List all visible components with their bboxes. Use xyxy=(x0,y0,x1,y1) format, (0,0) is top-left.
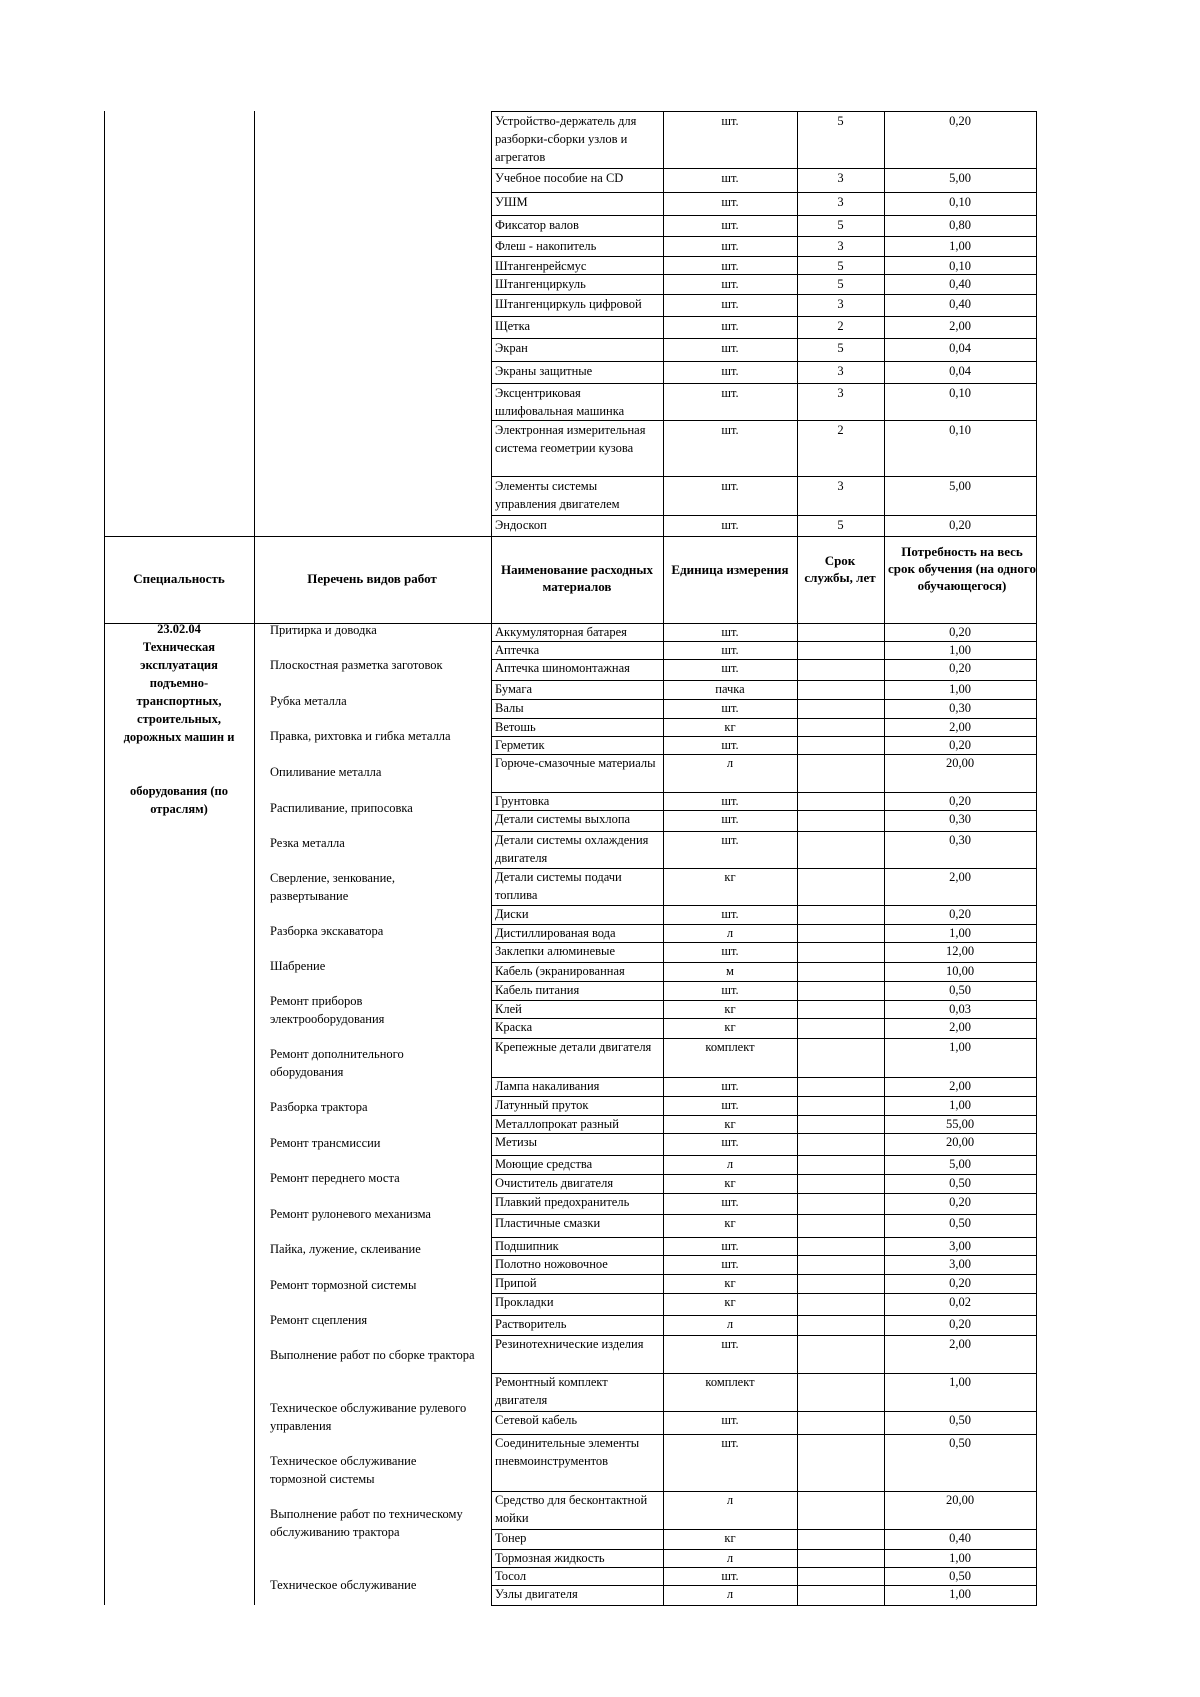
material-need: 0,10 xyxy=(949,423,971,437)
material-name: Эксцентриковая шлифовальная машинка xyxy=(495,386,625,418)
work-item: Распиливание, припосовка xyxy=(270,801,413,815)
material-need: 0,50 xyxy=(949,983,971,997)
material-unit: шт. xyxy=(721,364,739,378)
material-name: Латунный пруток xyxy=(495,1098,589,1112)
material-need: 1,00 xyxy=(949,1040,971,1054)
material-unit: м xyxy=(726,964,734,978)
material-need: 0,02 xyxy=(949,1295,971,1309)
material-name: Горюче-смазочные материалы xyxy=(495,756,656,770)
work-item: Сверление, зенкование, развертывание xyxy=(270,871,395,903)
material-name: Полотно ножовочное xyxy=(495,1257,608,1271)
table-rule xyxy=(254,111,255,1605)
material-name: Элементы системы управления двигателем xyxy=(495,479,620,511)
table-rule xyxy=(491,1605,1036,1606)
material-unit: шт. xyxy=(721,518,739,532)
material-need: 0,20 xyxy=(949,661,971,675)
material-service-life: 3 xyxy=(837,195,844,209)
material-unit: шт. xyxy=(721,1239,739,1253)
work-item: Техническое обслуживание xyxy=(270,1578,417,1592)
material-need: 0,04 xyxy=(949,364,971,378)
header-specialty: Специальность xyxy=(133,571,225,586)
material-name: Соединительные элементы пневмоинструментов xyxy=(495,1436,640,1468)
material-unit: шт. xyxy=(721,1337,739,1351)
material-service-life: 5 xyxy=(837,277,844,291)
material-unit: шт. xyxy=(721,1135,739,1149)
material-need: 1,00 xyxy=(949,1375,971,1389)
material-name: Аптечка шиномонтажная xyxy=(495,661,630,675)
material-name: Ветошь xyxy=(495,720,536,734)
material-unit: шт. xyxy=(721,423,739,437)
material-unit: шт. xyxy=(721,1098,739,1112)
material-unit: л xyxy=(726,1317,734,1331)
work-item: Шабрение xyxy=(270,959,326,973)
material-need: 0,40 xyxy=(949,1531,971,1545)
material-name: Устройство-держатель для разборки-сборки узлов и агрегатов xyxy=(495,114,637,164)
material-unit: кг xyxy=(724,1002,736,1016)
material-need: 0,20 xyxy=(949,907,971,921)
material-unit: шт. xyxy=(721,1569,739,1583)
material-name: Учебное пособие на CD xyxy=(495,171,624,185)
material-service-life: 3 xyxy=(837,479,844,493)
material-unit: кг xyxy=(724,1216,736,1230)
material-unit: л xyxy=(726,1157,734,1171)
work-item: Ремонт приборов электрооборудования xyxy=(270,994,385,1026)
material-unit: шт. xyxy=(721,738,739,752)
material-need: 1,00 xyxy=(949,926,971,940)
material-name: Узлы двигателя xyxy=(495,1587,578,1601)
material-unit: шт. xyxy=(721,479,739,493)
material-unit: шт. xyxy=(721,833,739,847)
material-name: Штангенциркуль цифровой xyxy=(495,297,642,311)
material-name: Пластичные смазки xyxy=(495,1216,601,1230)
material-name: Экраны защитные xyxy=(495,364,593,378)
work-item: Притирка и доводка xyxy=(270,623,377,637)
work-item: Техническое обслуживание тормозной системы xyxy=(270,1454,417,1486)
material-unit: шт. xyxy=(721,341,739,355)
material-unit: шт. xyxy=(721,701,739,715)
work-item: Ремонт трансмиссии xyxy=(270,1136,381,1150)
work-item: Опиливание металла xyxy=(270,765,382,779)
material-unit: пачка xyxy=(715,682,745,696)
material-unit: комплект xyxy=(705,1375,755,1389)
material-need: 0,30 xyxy=(949,701,971,715)
table-rule xyxy=(104,536,1036,537)
material-name: Грунтовка xyxy=(495,794,550,808)
material-need: 0,20 xyxy=(949,1195,971,1209)
material-name: Бумага xyxy=(495,682,532,696)
material-name: Тонер xyxy=(495,1531,527,1545)
material-need: 0,50 xyxy=(949,1216,971,1230)
material-unit: кг xyxy=(724,1531,736,1545)
material-name: Подшипник xyxy=(495,1239,559,1253)
work-item: Выполнение работ по сборке трактора xyxy=(270,1348,475,1362)
material-unit: шт. xyxy=(721,239,739,253)
work-item: Техническое обслуживание рулевого управления xyxy=(270,1401,467,1433)
material-unit: шт. xyxy=(721,218,739,232)
material-need: 0,10 xyxy=(949,259,971,273)
material-need: 2,00 xyxy=(949,1079,971,1093)
material-unit: л xyxy=(726,926,734,940)
work-item: Ремонт рулоневого механизма xyxy=(270,1207,431,1221)
material-unit: шт. xyxy=(721,1195,739,1209)
material-service-life: 2 xyxy=(837,423,844,437)
material-need: 0,04 xyxy=(949,341,971,355)
material-need: 0,50 xyxy=(949,1569,971,1583)
work-item: Выполнение работ по техническому обслуживанию трактора xyxy=(270,1507,463,1539)
material-service-life: 5 xyxy=(837,518,844,532)
header-service-life: Срок службы, лет xyxy=(804,553,876,585)
table-rule xyxy=(104,111,105,1605)
material-name: Клей xyxy=(495,1002,522,1016)
material-name: Детали системы охлаждения двигателя xyxy=(495,833,649,865)
material-unit: шт. xyxy=(721,812,739,826)
material-name: Щетка xyxy=(495,319,531,333)
material-service-life: 3 xyxy=(837,364,844,378)
material-name: Заклепки алюминевые xyxy=(495,944,616,958)
material-name: Валы xyxy=(495,701,524,715)
work-item: Правка, рихтовка и гибка металла xyxy=(270,729,451,743)
work-item: Рубка металла xyxy=(270,694,347,708)
material-need: 0,50 xyxy=(949,1436,971,1450)
material-service-life: 3 xyxy=(837,171,844,185)
material-need: 0,20 xyxy=(949,794,971,808)
material-unit: шт. xyxy=(721,1413,739,1427)
material-need: 0,03 xyxy=(949,1002,971,1016)
material-need: 0,10 xyxy=(949,195,971,209)
material-name: Припой xyxy=(495,1276,537,1290)
specialty-code: 23.02.04 xyxy=(157,622,201,636)
material-name: Метизы xyxy=(495,1135,537,1149)
material-unit: шт. xyxy=(721,1079,739,1093)
material-need: 2,00 xyxy=(949,1337,971,1351)
material-need: 1,00 xyxy=(949,1587,971,1601)
material-need: 55,00 xyxy=(945,1117,975,1131)
material-name: Диски xyxy=(495,907,529,921)
material-unit: шт. xyxy=(721,195,739,209)
material-service-life: 3 xyxy=(837,239,844,253)
material-unit: шт. xyxy=(721,661,739,675)
material-unit: шт. xyxy=(721,297,739,311)
work-item: Разборка экскаватора xyxy=(270,924,384,938)
work-item: Ремонт сцепления xyxy=(270,1313,368,1327)
work-item: Пайка, лужение, склеивание xyxy=(270,1242,421,1256)
material-need: 10,00 xyxy=(945,964,975,978)
work-item: Резка металла xyxy=(270,836,345,850)
material-unit: кг xyxy=(724,1276,736,1290)
material-unit: л xyxy=(726,1587,734,1601)
material-name: Кабель (экранированная xyxy=(495,964,625,978)
material-service-life: 3 xyxy=(837,297,844,311)
material-unit: шт. xyxy=(721,983,739,997)
work-item: Разборка трактора xyxy=(270,1100,368,1114)
material-need: 5,00 xyxy=(949,479,971,493)
material-need: 5,00 xyxy=(949,171,971,185)
material-unit: комплект xyxy=(705,1040,755,1054)
material-unit: шт. xyxy=(721,944,739,958)
material-unit: шт. xyxy=(721,171,739,185)
material-unit: кг xyxy=(724,1295,736,1309)
material-need: 1,00 xyxy=(949,643,971,657)
material-service-life: 5 xyxy=(837,114,844,128)
header-unit: Единица измерения xyxy=(671,562,789,577)
material-unit: кг xyxy=(724,1117,736,1131)
material-need: 0,20 xyxy=(949,1317,971,1331)
material-unit: л xyxy=(726,756,734,770)
material-name: Тормозная жидкость xyxy=(495,1551,605,1565)
material-need: 1,00 xyxy=(949,1551,971,1565)
material-need: 0,30 xyxy=(949,812,971,826)
material-unit: шт. xyxy=(721,1436,739,1450)
work-item: Ремонт переднего моста xyxy=(270,1171,400,1185)
material-name: Тосол xyxy=(495,1569,527,1583)
material-name: Электронная измерительная система геометрии кузова xyxy=(495,423,646,455)
material-name: Герметик xyxy=(495,738,545,752)
header-material: Наименование расходных материалов xyxy=(500,562,654,594)
material-unit: шт. xyxy=(721,1257,739,1271)
material-need: 1,00 xyxy=(949,682,971,696)
material-name: Детали системы подачи топлива xyxy=(495,870,622,902)
material-name: Ремонтный комплект двигателя xyxy=(495,1375,608,1407)
material-name: Аккумуляторная батарея xyxy=(495,625,627,639)
header-works: Перечень видов работ xyxy=(307,571,437,586)
material-name: Моющие средства xyxy=(495,1157,593,1171)
material-unit: кг xyxy=(724,720,736,734)
material-service-life: 5 xyxy=(837,218,844,232)
material-unit: кг xyxy=(724,870,736,884)
material-service-life: 2 xyxy=(837,319,844,333)
material-name: Крепежные детали двигателя xyxy=(495,1040,652,1054)
material-name: Прокладки xyxy=(495,1295,554,1309)
material-name: Плавкий предохранитель xyxy=(495,1195,630,1209)
table-rule xyxy=(797,111,798,1606)
material-unit: шт. xyxy=(721,794,739,808)
material-need: 2,00 xyxy=(949,870,971,884)
material-unit: кг xyxy=(724,1176,736,1190)
material-unit: шт. xyxy=(721,386,739,400)
material-need: 20,00 xyxy=(945,1135,975,1149)
material-unit: шт. xyxy=(721,114,739,128)
material-unit: шт. xyxy=(721,625,739,639)
table-rule xyxy=(491,111,492,1606)
specialty-name-part1: Техническая эксплуатация подъемно-транспортных, строительных, дорожных машин и xyxy=(123,640,235,744)
material-unit: шт. xyxy=(721,643,739,657)
material-unit: л xyxy=(726,1493,734,1507)
material-unit: шт. xyxy=(721,259,739,273)
material-name: Очиститель двигателя xyxy=(495,1176,614,1190)
material-need: 2,00 xyxy=(949,720,971,734)
material-name: Растворитель xyxy=(495,1317,567,1331)
material-unit: шт. xyxy=(721,907,739,921)
material-name: Штангенциркуль xyxy=(495,277,586,291)
material-need: 0,10 xyxy=(949,386,971,400)
material-name: Сетевой кабель xyxy=(495,1413,578,1427)
material-need: 1,00 xyxy=(949,239,971,253)
material-name: Экран xyxy=(495,341,528,355)
material-unit: шт. xyxy=(721,319,739,333)
material-name: УШМ xyxy=(495,195,528,209)
material-unit: шт. xyxy=(721,277,739,291)
material-need: 3,00 xyxy=(949,1239,971,1253)
material-name: Лампа накаливания xyxy=(495,1079,600,1093)
material-need: 0,20 xyxy=(949,625,971,639)
material-name: Штангенрейсмус xyxy=(495,259,587,273)
material-need: 20,00 xyxy=(945,1493,975,1507)
material-name: Дистиллированая вода xyxy=(495,926,616,940)
material-need: 5,00 xyxy=(949,1157,971,1171)
work-item: Ремонт тормозной системы xyxy=(270,1278,417,1292)
material-name: Детали системы выхлопа xyxy=(495,812,631,826)
material-service-life: 5 xyxy=(837,259,844,273)
material-need: 20,00 xyxy=(945,756,975,770)
material-service-life: 3 xyxy=(837,386,844,400)
material-service-life: 5 xyxy=(837,341,844,355)
material-need: 0,40 xyxy=(949,297,971,311)
material-need: 0,20 xyxy=(949,518,971,532)
work-item: Плоскостная разметка заготовок xyxy=(270,658,443,672)
material-need: 12,00 xyxy=(945,944,975,958)
header-need: Потребность на весь срок обучения (на одного обучающегося) xyxy=(888,544,1036,593)
material-name: Эндоскоп xyxy=(495,518,547,532)
material-name: Кабель питания xyxy=(495,983,580,997)
material-name: Средство для бесконтактной мойки xyxy=(495,1493,648,1525)
material-need: 0,50 xyxy=(949,1413,971,1427)
material-need: 0,50 xyxy=(949,1176,971,1190)
material-need: 0,20 xyxy=(949,1276,971,1290)
table-rule xyxy=(1036,111,1037,1606)
material-name: Фиксатор валов xyxy=(495,218,579,232)
material-unit: л xyxy=(726,1551,734,1565)
material-name: Флеш - накопитель xyxy=(495,239,597,253)
material-unit: кг xyxy=(724,1020,736,1034)
material-need: 2,00 xyxy=(949,1020,971,1034)
material-need: 2,00 xyxy=(949,319,971,333)
material-need: 0,40 xyxy=(949,277,971,291)
specialty-name-part2: оборудования (по отраслям) xyxy=(129,784,228,816)
material-need: 1,00 xyxy=(949,1098,971,1112)
work-item: Ремонт дополнительного оборудования xyxy=(270,1047,404,1079)
material-name: Резинотехнические изделия xyxy=(495,1337,644,1351)
material-name: Металлопрокат разный xyxy=(495,1117,619,1131)
material-need: 0,80 xyxy=(949,218,971,232)
material-name: Аптечка xyxy=(495,643,540,657)
material-name: Краска xyxy=(495,1020,533,1034)
material-need: 0,20 xyxy=(949,738,971,752)
material-need: 3,00 xyxy=(949,1257,971,1271)
material-need: 0,30 xyxy=(949,833,971,847)
material-need: 0,20 xyxy=(949,114,971,128)
